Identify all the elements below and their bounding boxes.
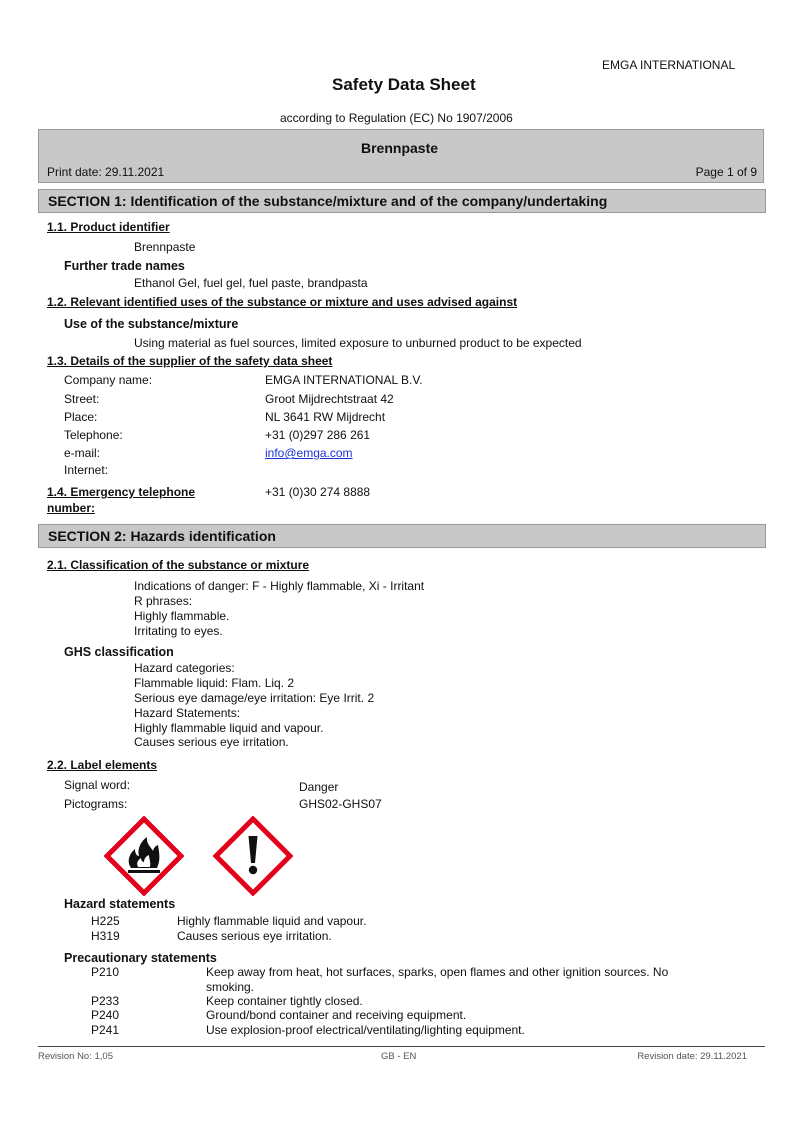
use-value: Using material as fuel sources, limited exposure to unburned product to be expected <box>134 336 582 350</box>
ghs-label: GHS classification <box>64 645 174 659</box>
hazard-statements-label: Hazard statements <box>64 897 176 911</box>
section1-header <box>38 189 766 213</box>
s13-title: 1.3. Details of the supplier of the safety data sheet <box>47 354 333 368</box>
indication-line: Irritating to eyes. <box>134 624 223 638</box>
signal-word-label: Signal word: <box>64 778 131 792</box>
page-number: Page 1 of 9 <box>695 165 757 179</box>
supplier-label: e-mail: <box>64 446 101 460</box>
s12-title: 1.2. Relevant identified uses of the substance or mixture and uses advised against <box>47 295 518 309</box>
flame-pictogram-icon <box>104 816 184 896</box>
supplier-label: Internet: <box>64 463 109 477</box>
revision-number: Revision No: 1,05 <box>38 1051 113 1062</box>
email-link[interactable]: info@emga.com <box>265 446 353 460</box>
product-name: Brennpaste <box>134 240 196 254</box>
ghs-line: Flammable liquid: Flam. Liq. 2 <box>134 676 295 690</box>
precaution-text: Use explosion-proof electrical/ventilating/lighting equipment. <box>206 1023 525 1037</box>
precautionary-label: Precautionary statements <box>64 951 217 965</box>
regulation-line: according to Regulation (EC) No 1907/2006 <box>280 111 513 125</box>
further-names-value: Ethanol Gel, fuel gel, fuel paste, brandpasta <box>134 276 368 290</box>
supplier-value: NL 3641 RW Mijdrecht <box>265 410 386 424</box>
ghs-line: Serious eye damage/eye irritation: Eye Irrit. 2 <box>134 691 375 705</box>
product-title: Brennpaste <box>361 140 439 156</box>
supplier-label: Street: <box>64 392 100 406</box>
ghs-line: Causes serious eye irritation. <box>134 735 289 749</box>
pictograms-label: Pictograms: <box>64 797 128 811</box>
indication-line: R phrases: <box>134 594 193 608</box>
ghs-line: Hazard Statements: <box>134 706 241 720</box>
supplier-value: EMGA INTERNATIONAL B.V. <box>265 373 423 387</box>
product-header-box <box>38 129 764 183</box>
emergency-phone: +31 (0)30 274 8888 <box>265 485 371 499</box>
doc-title: Safety Data Sheet <box>332 75 476 94</box>
hazard-code: H319 <box>91 929 120 943</box>
ghs-line: Highly flammable liquid and vapour. <box>134 721 324 735</box>
section1-title: SECTION 1: Identification of the substance/mixture and of the company/undertaking <box>48 193 608 209</box>
use-label: Use of the substance/mixture <box>64 317 239 331</box>
precaution-text: Keep container tightly closed. <box>206 994 363 1008</box>
company-header: EMGA INTERNATIONAL <box>602 58 736 72</box>
language-code: GB - EN <box>381 1051 417 1062</box>
pictograms-value: GHS02-GHS07 <box>299 797 382 811</box>
supplier-value: +31 (0)297 286 261 <box>265 428 371 442</box>
supplier-label: Place: <box>64 410 98 424</box>
section2-header <box>38 524 766 548</box>
print-date: Print date: 29.11.2021 <box>47 165 165 179</box>
precaution-code: P210 <box>91 965 120 979</box>
precaution-text: Keep away from heat, hot surfaces, sparks, open flames and other ignition sources. No <box>206 965 669 979</box>
exclamation-pictogram-icon <box>213 816 293 896</box>
precaution-text: Ground/bond container and receiving equipment. <box>206 1008 467 1022</box>
precaution-text-cont: smoking. <box>206 980 255 994</box>
hazard-code: H225 <box>91 914 120 928</box>
indication-line: Highly flammable. <box>134 609 230 623</box>
supplier-label: Company name: <box>64 373 153 387</box>
supplier-label: Telephone: <box>64 428 123 442</box>
indication-line: Indications of danger: F - Highly flammable, Xi - Irritant <box>134 579 425 593</box>
signal-word-value: Danger <box>299 780 339 794</box>
ghs-line: Hazard categories: <box>134 661 235 675</box>
supplier-value: Groot Mijdrechtstraat 42 <box>265 392 394 406</box>
section2-title: SECTION 2: Hazards identification <box>48 528 276 544</box>
precaution-code: P240 <box>91 1008 120 1022</box>
s14-title: 1.4. Emergency telephone <box>47 485 196 499</box>
precaution-code: P241 <box>91 1023 120 1037</box>
footer-divider <box>38 1046 765 1047</box>
hazard-text: Causes serious eye irritation. <box>177 929 332 943</box>
s11-title: 1.1. Product identifier <box>47 220 170 234</box>
s14-title-cont: number: <box>47 501 95 515</box>
further-names-label: Further trade names <box>64 259 185 273</box>
s21-title: 2.1. Classification of the substance or mixture <box>47 558 310 572</box>
revision-date: Revision date: 29.11.2021 <box>637 1051 747 1062</box>
precaution-code: P233 <box>91 994 120 1008</box>
s22-title: 2.2. Label elements <box>47 758 158 772</box>
hazard-text: Highly flammable liquid and vapour. <box>177 914 367 928</box>
